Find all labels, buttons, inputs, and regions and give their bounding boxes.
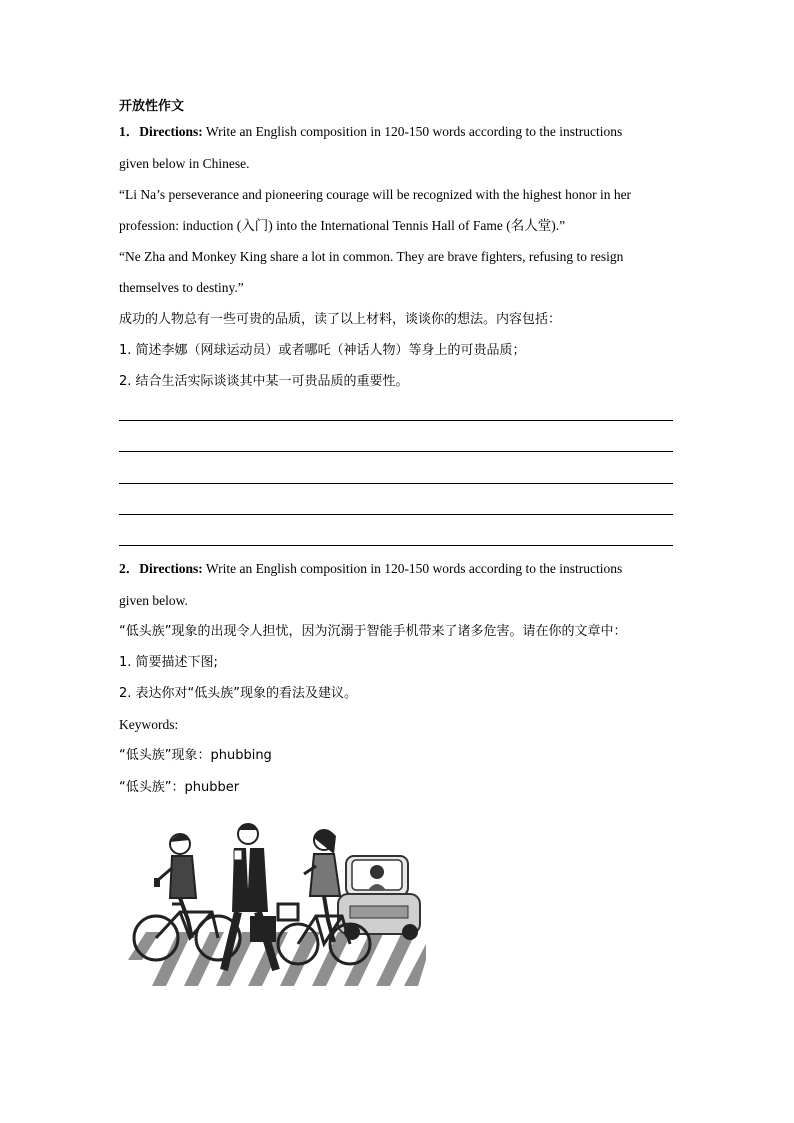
q2-number: 2． <box>119 561 140 576</box>
q1-quote2-line2: themselves to destiny.” <box>119 280 244 295</box>
answer-line[interactable] <box>119 514 673 515</box>
q1-prompt: 成功的人物总有一些可贵的品质，读了以上材料，谈谈你的想法。内容包括： <box>119 312 562 327</box>
q1-quote1-line2: profession: induction (入门) into the International Tennis Hall of Fame (名人堂).” <box>119 218 566 233</box>
q2-keywords-label: Keywords: <box>119 717 179 732</box>
q2-directions-text: Write an English composition in 120-150 words according to the instructions <box>202 561 623 576</box>
q2-keyword-2: “低头族”：phubber <box>119 780 240 795</box>
answer-line[interactable] <box>119 451 673 452</box>
q1-directions-text: Write an English composition in 120-150 words according to the instructions <box>202 124 623 139</box>
q2-prompt: “低头族”现象的出现令人担忧，因为沉溺于智能手机带来了诸多危害。请在你的文章中： <box>119 624 627 639</box>
q2-directions-label: Directions: <box>139 561 203 576</box>
q2-item1: 1. 简要描述下图; <box>119 655 218 670</box>
answer-line[interactable] <box>119 420 673 421</box>
q1-number: 1． <box>119 124 140 139</box>
q2-directions-cont: given below. <box>119 593 188 608</box>
car-icon <box>338 856 420 940</box>
walking-man-icon <box>224 824 276 970</box>
section-title: 开放性作文 <box>119 99 185 114</box>
q1-directions-line <box>119 123 622 141</box>
q1-quote2-line1: “Ne Zha and Monkey King share a lot in common. They are brave fighters, refusing to resign <box>119 249 624 264</box>
q2-item2: 2. 表达你对“低头族”现象的看法及建议。 <box>119 686 358 701</box>
q1-quote1-line1: “Li Na’s perseverance and pioneering courage will be recognized with the highest honor in her <box>119 187 632 202</box>
q2-directions-line <box>119 560 622 578</box>
q1-item1: 1. 简述李娜（网球运动员）或者哪吒（神话人物）等身上的可贵品质； <box>119 343 526 358</box>
answer-line[interactable] <box>119 545 673 546</box>
q1-directions-cont: given below in Chinese. <box>119 156 250 171</box>
q1-directions-label: Directions: <box>139 124 203 139</box>
q2-keyword-1: “低头族”现象：phubbing <box>119 748 272 763</box>
phubbing-street-illustration <box>128 820 426 986</box>
answer-line[interactable] <box>119 483 673 484</box>
q1-item2: 2. 结合生活实际谈谈其中某一可贵品质的重要性。 <box>119 374 409 389</box>
cyclist-person-icon <box>154 834 196 938</box>
